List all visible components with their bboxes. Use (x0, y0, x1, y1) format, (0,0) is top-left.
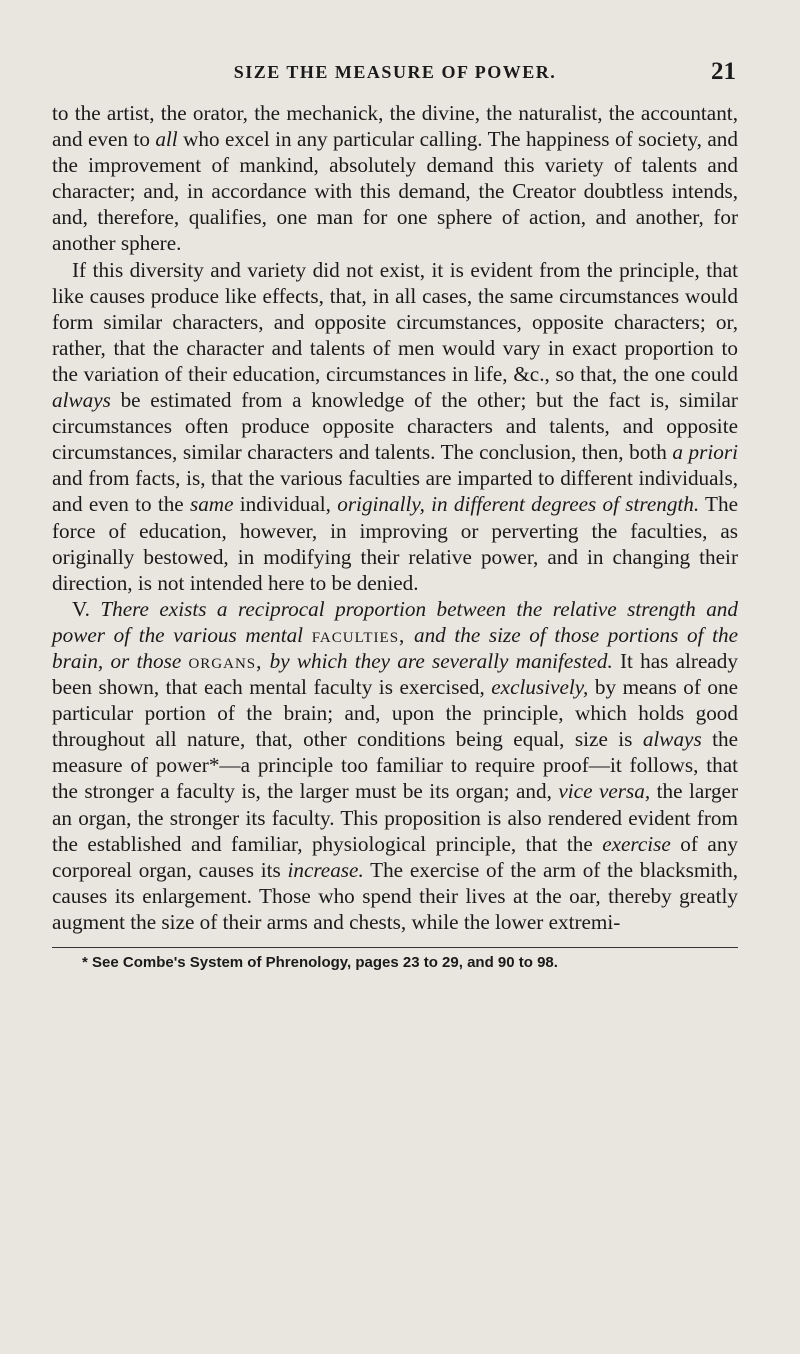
emphasis: and the size of those portions of the brain, or those (52, 622, 738, 673)
text-run: individual, (233, 492, 338, 517)
emphasis: all (155, 127, 178, 152)
paragraph-diversity (52, 257, 738, 596)
text-run: and from facts, is, that the various faculties are imparted to different individuals, and even to the (52, 466, 738, 517)
text-run: of any corporeal organ, causes its (52, 831, 739, 882)
paragraph-continuation (52, 100, 738, 257)
emphasis: a priori (672, 440, 739, 465)
text-run: to the artist, the orator, the mechanick, the divine, the naturalist, the accountant, and even to (52, 101, 738, 152)
text-run: It has already been shown, that each mental faculty is exercised, (52, 648, 738, 700)
body-text (52, 100, 738, 935)
running-title: SIZE THE MEASURE OF POWER. (233, 62, 557, 82)
page-number: 21 (711, 58, 736, 85)
text-run: the larger an organ, the stronger its faculty. This proposition is also rendered evident from the established and familiar, physiological principle, that the (52, 779, 738, 856)
text-run: who excel in any particular calling. The happiness of society, and the improvement of mankind, absolutely demand this variety of talents and character; and, in accordance with this demand, the Creator doubtless intends, and, therefore, qualifies, one man for one sphere of action, and another, for another sphere. (52, 127, 738, 256)
emphasis: increase. (287, 857, 364, 882)
text-run: The force of education, however, in improving or perverting the faculties, as originally bestowed, in modifying their relative power, and in changing their direction, is not intended here to be denied. (52, 492, 738, 595)
text-run: the measure of power*—a principle too familiar to require proof—it follows, that the stronger a faculty is, the larger must be its organ; and, (52, 727, 738, 804)
footnote: * See Combe's System of Phrenology, pages 23 to 29, and 90 to 98. (82, 954, 558, 971)
running-head (52, 58, 738, 92)
book-page (52, 58, 738, 971)
paragraph-proposition-v (52, 596, 738, 935)
small-caps: organs, (188, 648, 263, 673)
section-number: V. (72, 596, 101, 621)
emphasis: same (189, 492, 234, 517)
emphasis: vice versa, (558, 779, 651, 804)
emphasis: exclusively, (491, 675, 589, 700)
emphasis: always (52, 388, 111, 413)
text-run: If this diversity and variety did not exist, it is evident from the principle, that like causes produce like effects, that, in all cases, the same circumstances would form similar characters, and opposite circumstances, opposite characters; or, rather, that the character and talents of men would vary in exact proportion to the variation of their education, circumstances in life, &c., so that, the one could (52, 257, 738, 386)
emphasis: by which they are severally manifested. (262, 648, 613, 673)
emphasis: always (642, 727, 702, 752)
emphasis: There exists a reciprocal proportion between the relative strength and power of the various mental (52, 596, 738, 647)
small-caps: faculties, (311, 622, 406, 647)
text-run: The exercise of the arm of the blacksmith, causes its enlargement. Those who spend their lives at the oar, thereby greatly augment the size of their arms and chests, while the lower extremi- (52, 857, 738, 934)
emphasis: originally, in different degrees of strength. (337, 492, 700, 517)
text-run: be estimated from a knowledge of the other; but the fact is, similar circumstances often produce opposite characters and talents, and opposite circumstances, similar characters and talents. The conclusion, then, both (52, 388, 738, 465)
text-run: by means of one particular portion of the brain; and, upon the principle, which holds good throughout all nature, that, other conditions being equal, size is (52, 675, 738, 752)
emphasis: exercise (602, 831, 671, 856)
footnote-divider (52, 947, 738, 948)
